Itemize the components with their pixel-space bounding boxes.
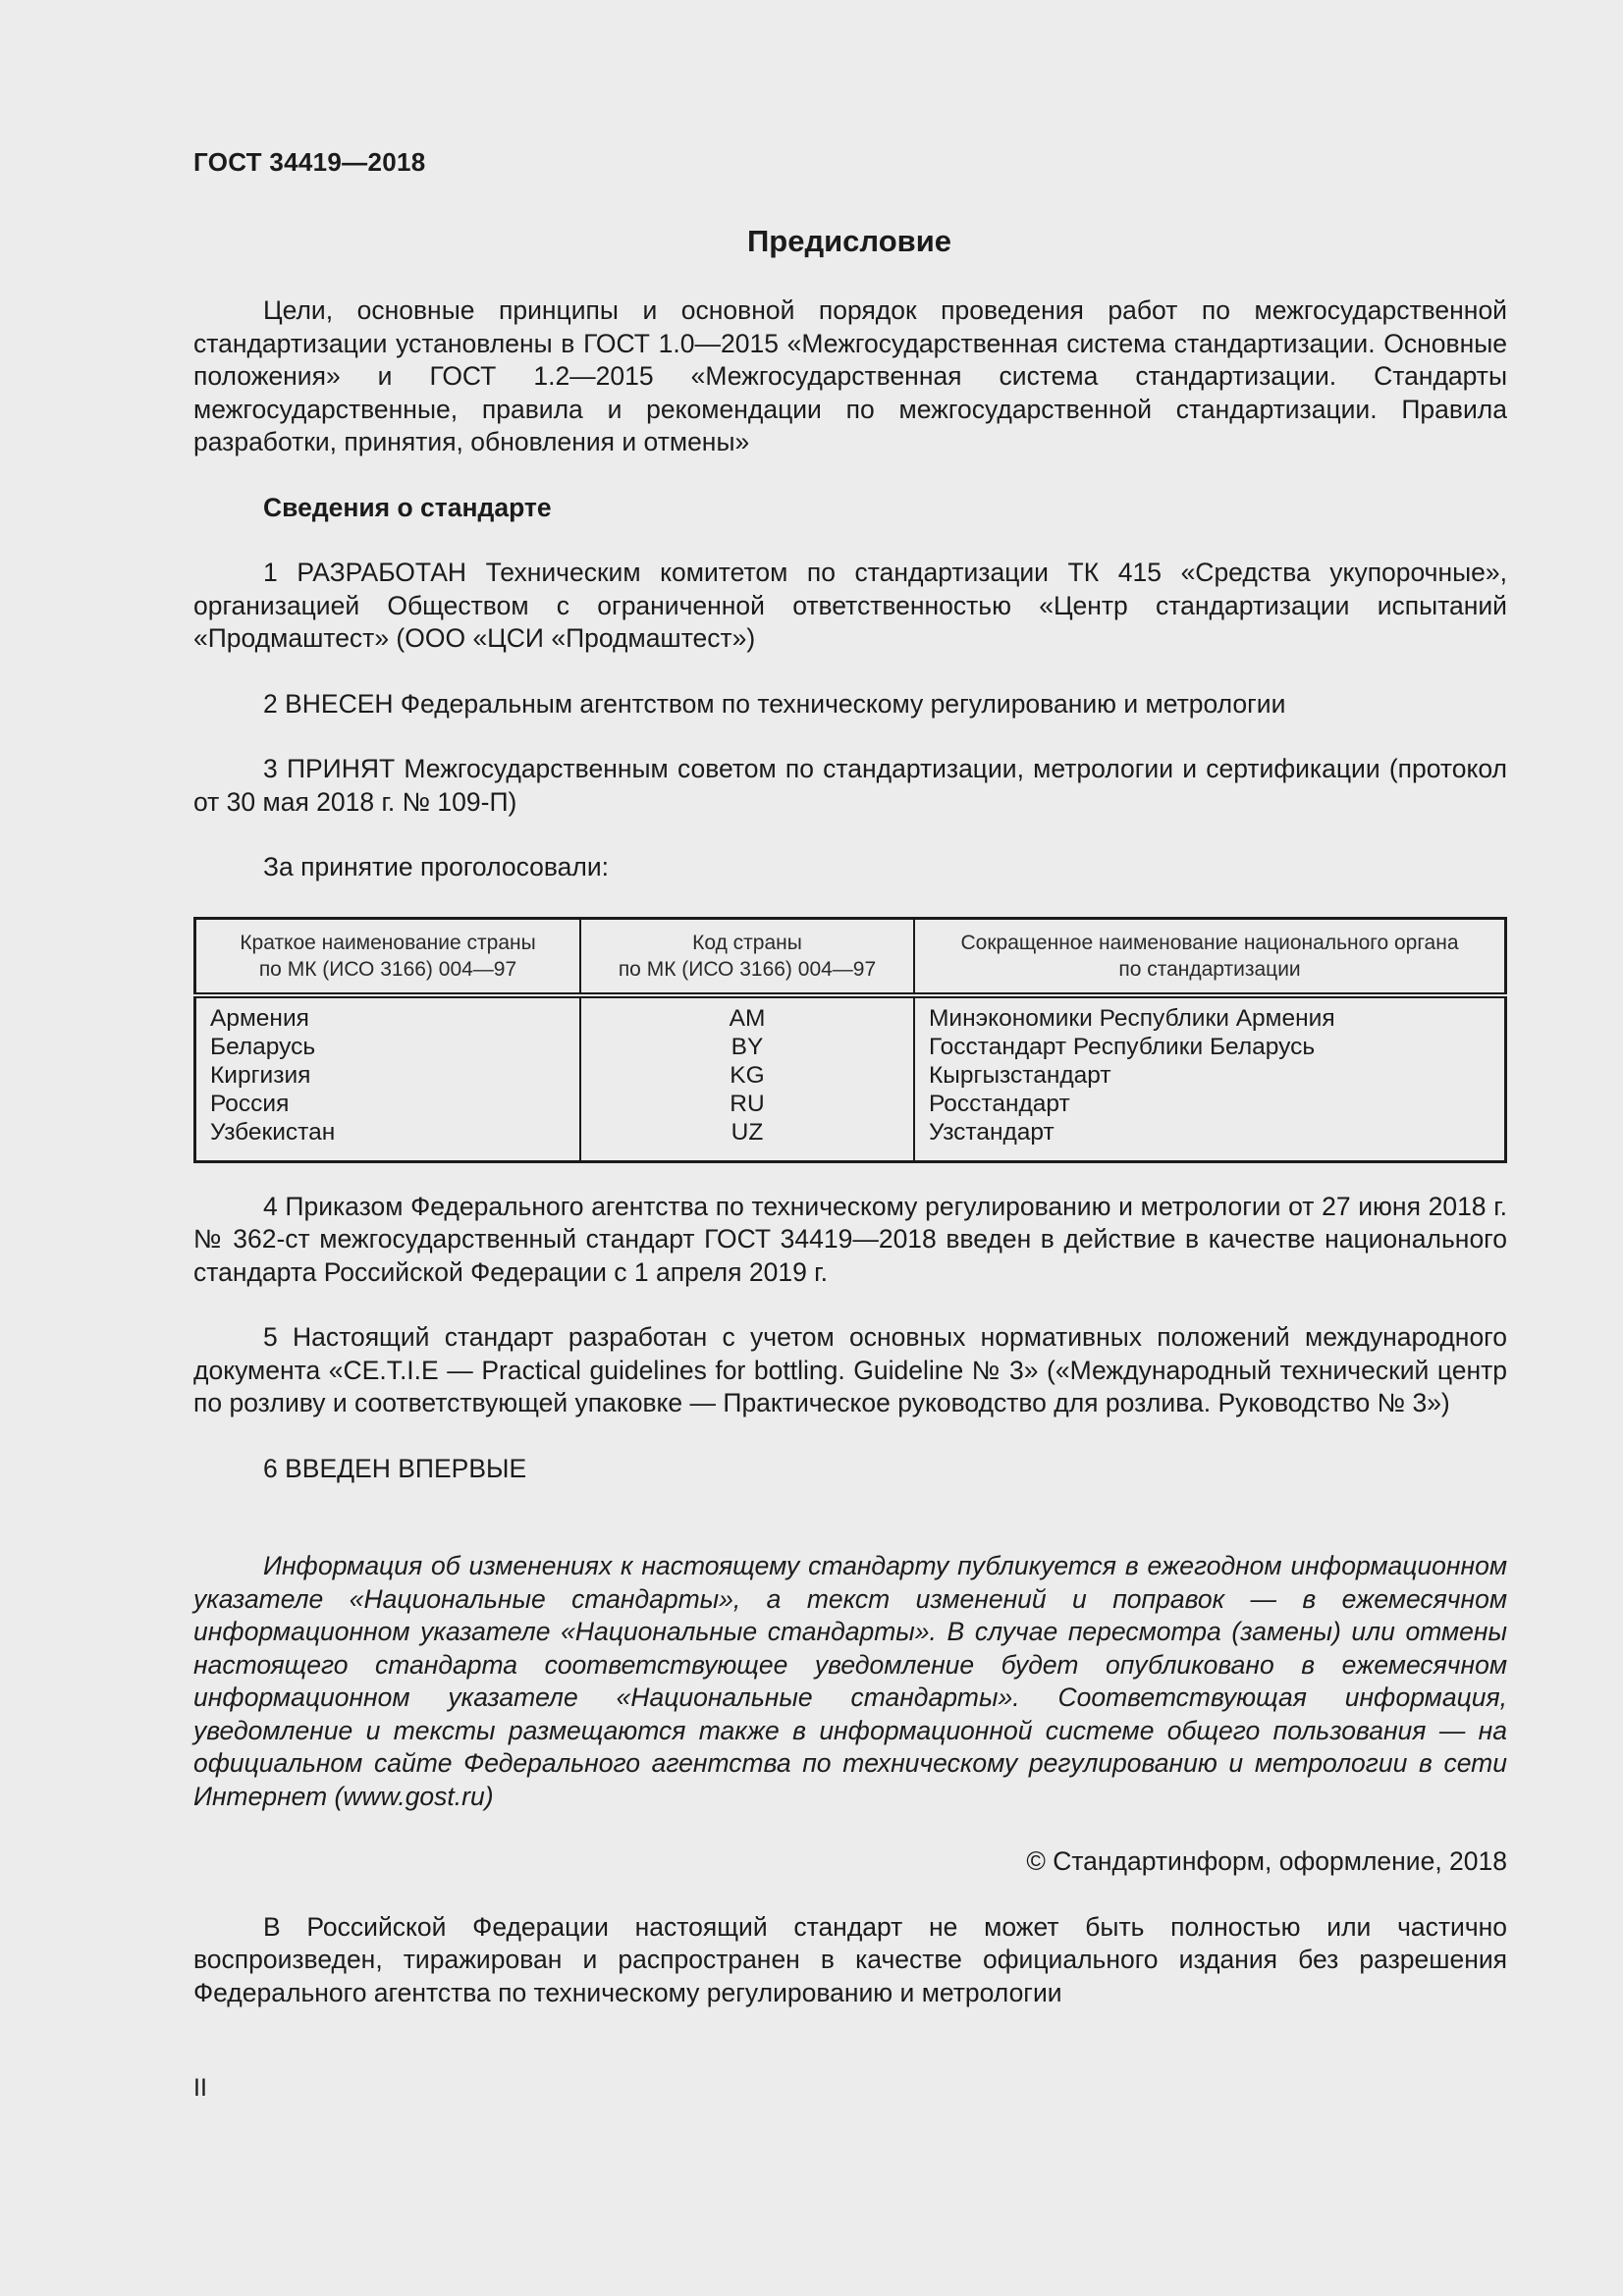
copyright-line: © Стандартинформ, оформление, 2018 — [1026, 1846, 1507, 1876]
reproduction-restriction: В Российской Федерации настоящий стандарт не может быть полностью или частично воспроизведен, тиражирован и распространен в качестве официального издания без разрешения Федерального агентства по техническому регулированию и метрологии — [193, 1911, 1507, 2007]
country-code: AM — [729, 1004, 766, 1032]
changes-notice: Информация об изменениях к настоящему стандарту публикуется в ежегодном информационном указателе «Национальные стандарты», а текст изменений и поправок — в ежемесячном информационном указателе «Национальные стандарты». В случае пересмотра (замены) или отмены настоящего стандарта соответствующее уведомление будет опубликовано в ежемесячном информационном указателе «Национальные стандарты». Соответствующая информация, уведомление и тексты размещаются также в информационной системе общего пользования — на официальном сайте Федерального агентства по техническому регулированию и метрологии в сети Интернет (www.gost.ru) — [193, 1551, 1507, 1811]
country-names-cell — [195, 995, 581, 1162]
country-code: UZ — [730, 1118, 764, 1146]
item-4-order: 4 Приказом Федерального агентства по техническому регулированию и метрологии от 27 июня 2018 г. № 362-ст межгосударственный стандарт ГОСТ 34419—2018 введен в действие в качестве национального стандарта Российской Федерации с 1 апреля 2019 г. — [193, 1191, 1507, 1287]
table-row — [195, 995, 1506, 1162]
item-1-developed: 1 РАЗРАБОТАН Техническим комитетом по стандартизации ТК 415 «Средства укупорочные», организацией Обществом с ограниченной ответственностью «Центр стандартизации испытаний «Продмаштест» (ООО «ЦСИ «Продмаштест») — [193, 558, 1507, 653]
standards-body: Госстандарт Республики Беларусь — [929, 1033, 1316, 1060]
standards-bodies-cell — [914, 995, 1506, 1162]
country-code: RU — [730, 1090, 765, 1117]
document-header: ГОСТ 34419—2018 — [193, 147, 426, 177]
country-name: Узбекистан — [210, 1118, 336, 1146]
country-code: KG — [730, 1061, 765, 1089]
item-3-adopted: 3 ПРИНЯТ Межгосударственным советом по стандартизации, метрологии и сертификации (протокол от 30 мая 2018 г. № 109-П) — [193, 754, 1507, 817]
item-6-introduced: 6 ВВЕДЕН ВПЕРВЫЕ — [263, 1453, 527, 1483]
section-title: Предисловие — [746, 224, 951, 258]
voted-label: За принятие проголосовали: — [263, 852, 610, 881]
country-name: Киргизия — [210, 1061, 311, 1089]
standards-body: Минэкономики Республики Армения — [929, 1004, 1335, 1032]
header-country-name: Краткое наименование страны по МК (ИСО 3166) 004—97 — [195, 918, 581, 995]
header-country-code: Код страны по МК (ИСО 3166) 004—97 — [580, 918, 914, 995]
header-standards-body: Сокращенное наименование национального органа по стандартизации — [914, 918, 1506, 995]
country-code: BY — [730, 1033, 764, 1060]
item-5-basis: 5 Настоящий стандарт разработан с учетом основных нормативных положений международного документа «CE.T.I.E — Practical guidelines for bottling. Guideline № 3» («Международный технический центр по розливу и соответствующей упаковке — Практическое руководство для розлива. Руководство № 3») — [193, 1322, 1507, 1417]
standards-body: Узстандарт — [929, 1118, 1055, 1146]
item-2-submitted: 2 ВНЕСЕН Федеральным агентством по техническому регулированию и метрологии — [263, 688, 1286, 719]
country-name: Армения — [210, 1004, 309, 1032]
country-codes-cell — [580, 995, 914, 1162]
page-number: II — [193, 2074, 207, 2102]
info-heading: Сведения о стандарте — [263, 492, 552, 522]
country-name: Беларусь — [210, 1033, 316, 1060]
voting-countries-table — [193, 917, 1507, 1163]
document-body — [193, 294, 1507, 2009]
standards-body: Росстандарт — [929, 1090, 1070, 1117]
intro-paragraph: Цели, основные принципы и основной порядок проведения работ по межгосударственной стандартизации установлены в ГОСТ 1.0—2015 «Межгосударственная система стандартизации. Основные положения» и ГОСТ 1.2—2015 «Межгосударственная система стандартизации. Стандарты межгосударственные, правила и рекомендации по межгосударственной стандартизации. Правила разработки, принятия, обновления и отмены» — [193, 295, 1507, 456]
standards-body: Кыргызстандарт — [929, 1061, 1111, 1089]
table-header-row — [195, 918, 1506, 995]
country-name: Россия — [210, 1090, 290, 1117]
